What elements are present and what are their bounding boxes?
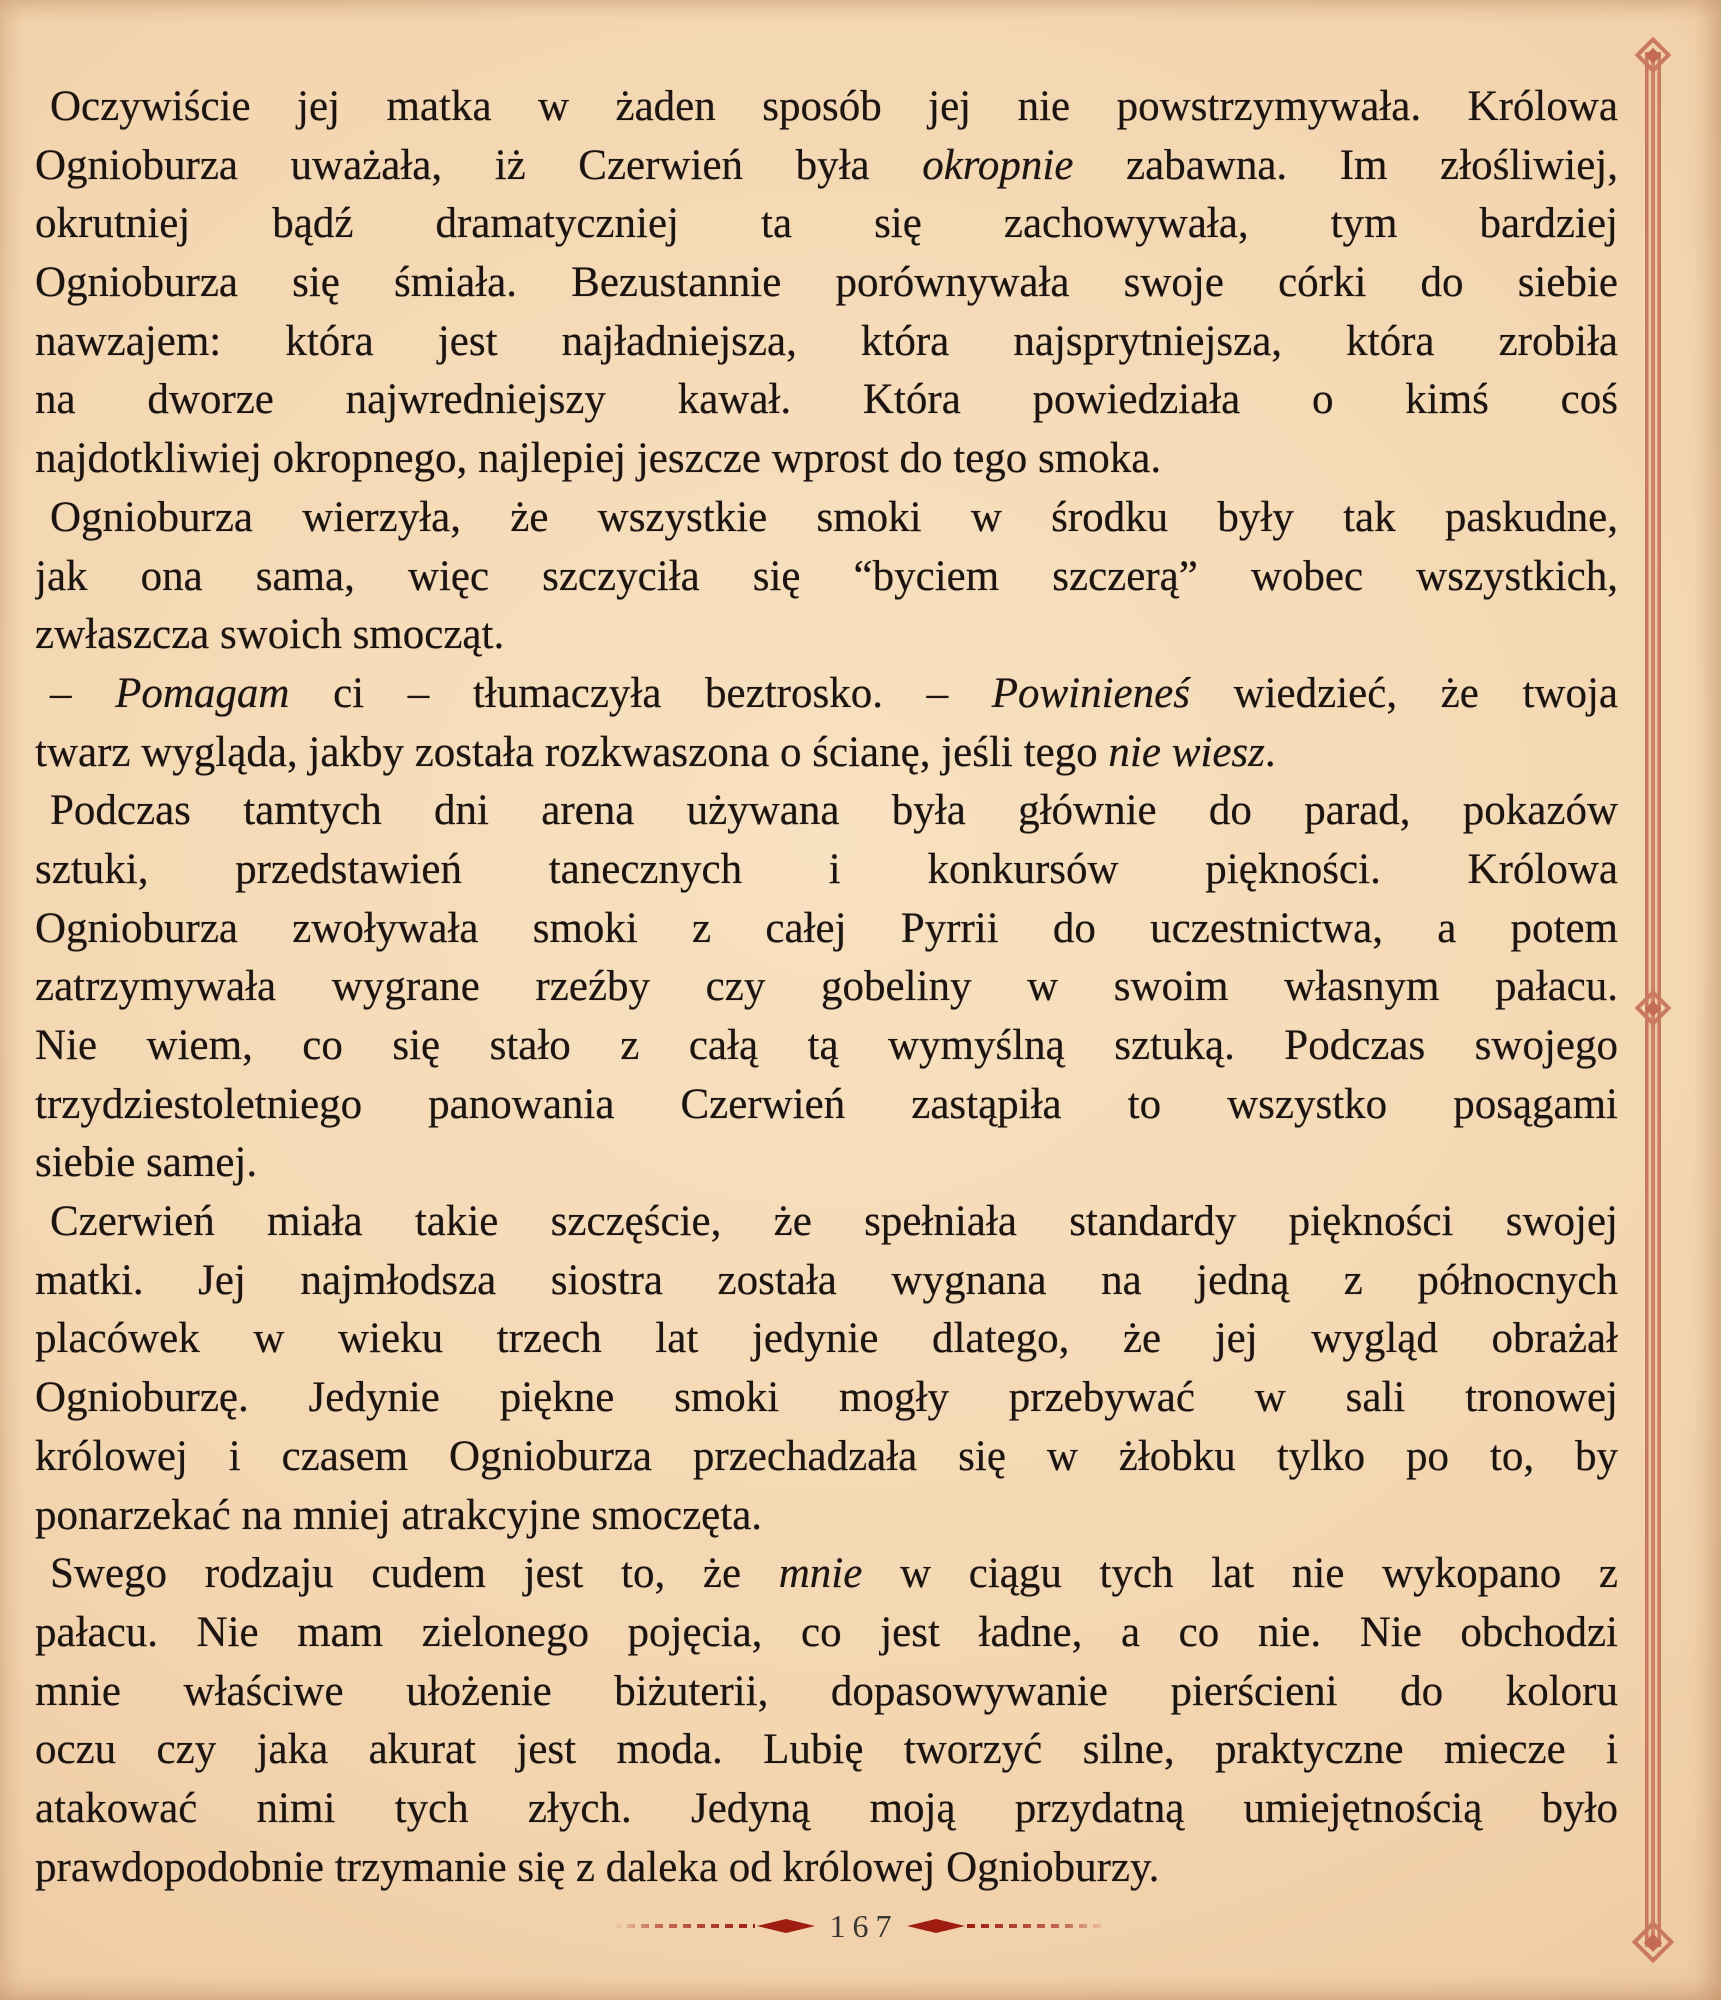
text-line: zwłaszcza swoich smocząt. [35, 611, 505, 659]
text-line: Ognioburza się śmiała. Bezustannie porównywała swoje córki do siebie [35, 259, 1618, 307]
text-line: Czerwień miała takie szczęście, że spełniała standardy piękności swojej [50, 1198, 1618, 1246]
edge-diamond-top-icon [1635, 37, 1672, 74]
page-text [35, 78, 1618, 1897]
text-line: matki. Jej najmłodsza siostra została wygnana na jedną z północnych [35, 1256, 1618, 1304]
text-line: Ognioburzę. Jedynie piękne smoki mogły przebywać w sali tronowej [35, 1374, 1618, 1422]
footer-dash-left-rule [613, 1924, 755, 1928]
text-line: pałacu. Nie mam zielonego pojęcia, co jest ładne, a co nie. Nie obchodzi [35, 1608, 1618, 1656]
page-footer [0, 1898, 1721, 1954]
text-line: jak ona sama, więc szczyciła się “byciem szczerą” wobec wszystkich, [35, 552, 1618, 600]
text-line: twarz wygląda, jakby została rozkwaszona o ścianę, jeśli tego nie wiesz. [35, 728, 1276, 776]
footer-diamond-right-icon [907, 1917, 965, 1935]
text-line: Oczywiście jej matka w żaden sposób jej nie powstrzymywała. Królowa [50, 83, 1618, 130]
edge-diamond-middle-icon [1635, 990, 1672, 1027]
text-line: Nie wiem, co się stało z całą tą wymyślną sztuką. Podczas swojego [35, 1022, 1618, 1069]
text-line: Ognioburza zwoływała smoki z całej Pyrrii do uczestnictwa, a potem [35, 904, 1618, 952]
text-line: na dworze najwredniejszy kawał. Która powiedziała o kimś coś [35, 376, 1618, 424]
text-line: sztuki, przedstawień tanecznych i konkursów piękności. Królowa [35, 845, 1618, 893]
page-number: 167 [829, 1908, 899, 1944]
text-line: królowej i czasem Ognioburza przechadzała się w żłobku tylko po to, by [35, 1432, 1618, 1480]
text-line: ponarzekać na mniej atrakcyjne smoczęta. [35, 1491, 763, 1539]
footer-diamond-left-icon [757, 1917, 815, 1935]
text-line: najdotkliwiej okropnego, najlepiej jeszcze wprost do tego smoka. [35, 435, 1162, 483]
text-line: nawzajem: która jest najładniejsza, która najsprytniejsza, która zrobiła [35, 317, 1618, 365]
text-line: Ognioburza uważała, iż Czerwień była okropnie zabawna. Im złośliwiej, [35, 141, 1618, 189]
text-line: siebie samej. [35, 1139, 258, 1187]
text-line: Swego rodzaju cudem jest to, że mnie w ciągu tych lat nie wykopano z [50, 1550, 1618, 1598]
text-line: zatrzymywała wygrane rzeźby czy gobeliny w swoim własnym pałacu. [35, 963, 1618, 1011]
text-line: oczu czy jaka akurat jest moda. Lubię tworzyć silne, praktyczne miecze i [35, 1726, 1618, 1774]
text-line: – Pomagam ci – tłumaczyła beztrosko. – Powinieneś wiedzieć, że twoja [50, 669, 1618, 717]
text-line: Ognioburza wierzyła, że wszystkie smoki w środku były tak paskudne, [50, 493, 1618, 541]
text-line: mnie właściwe ułożenie biżuterii, dopasowywanie pierścieni do koloru [35, 1667, 1618, 1715]
text-line: atakować nimi tych złych. Jedyną moją przydatną umiejętnością było [35, 1784, 1618, 1832]
text-line: Podczas tamtych dni arena używana była głównie do parad, pokazów [50, 787, 1618, 835]
text-line: trzydziestoletniego panowania Czerwień zastąpiła to wszystko posągami [35, 1080, 1618, 1128]
text-line: okrutniej bądź dramatyczniej ta się zachowywała, tym bardziej [35, 200, 1618, 248]
text-line: placówek w wieku trzech lat jedynie dlatego, że jej wygląd obrażał [35, 1315, 1618, 1363]
text-line: prawdopodobnie trzymanie się z daleka od królowej Ognioburzy. [35, 1843, 1160, 1891]
footer-dash-right-rule [967, 1924, 1109, 1928]
